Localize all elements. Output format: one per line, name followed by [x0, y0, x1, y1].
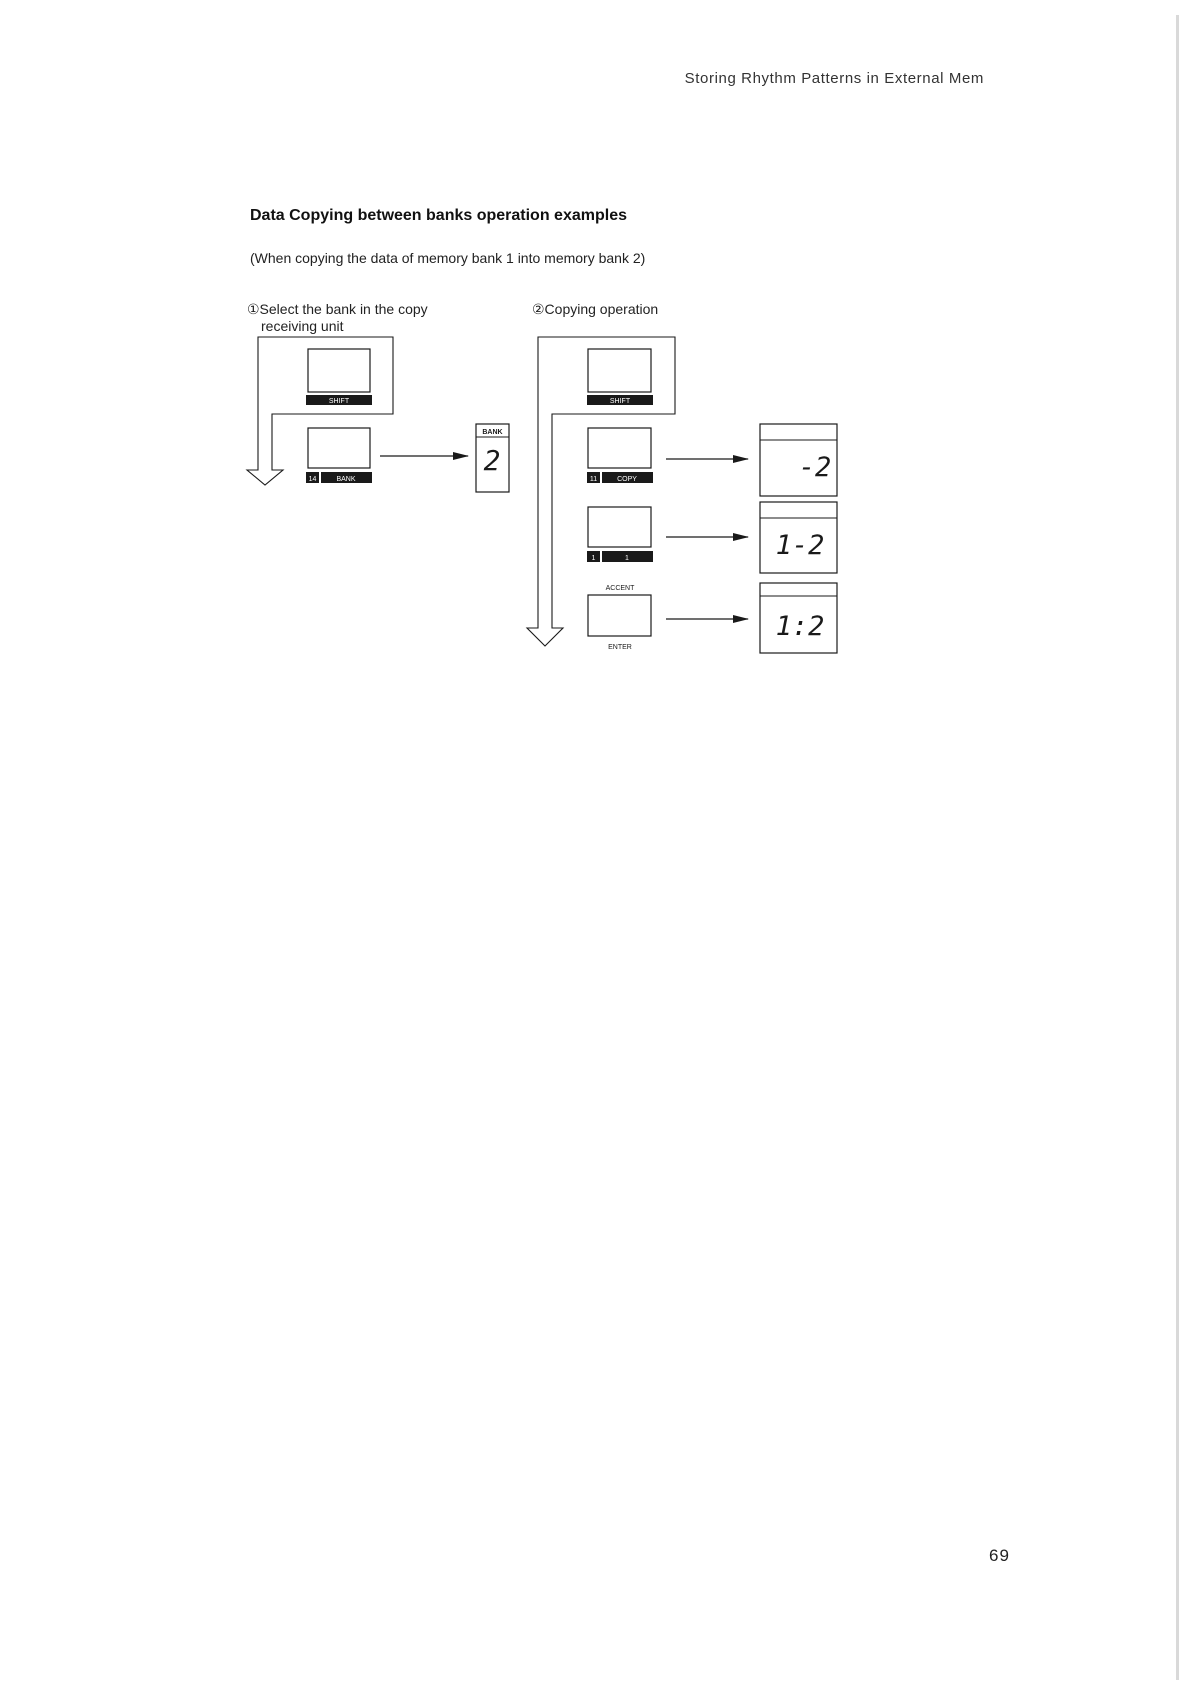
step2-display-1: [760, 424, 837, 496]
page-number: 69: [989, 1546, 1010, 1565]
step1-label-line1: ①Select the bank in the copy: [247, 301, 428, 317]
step1-bank-key-number: 14: [308, 476, 317, 483]
step2-copy-key-number: 11: [589, 476, 598, 483]
operation-diagram: [0, 0, 1190, 700]
step1-bank-display: [476, 424, 509, 492]
step2-enter-key: [588, 585, 651, 651]
step2-one-key-button: [588, 507, 651, 547]
step2-label: ②Copying operation: [532, 301, 659, 317]
step2-accent-label: ACCENT: [605, 585, 635, 592]
step2-shift-key-label: SHIFT: [609, 398, 631, 405]
step2-display-3: [760, 583, 837, 653]
running-head: Storing Rhythm Patterns in External Mem: [684, 70, 984, 87]
step2-copy-key-button: [588, 428, 651, 468]
step1-shift-key-button: [308, 349, 370, 392]
step2-display-3-value: 1:2: [775, 611, 825, 642]
step1-shift-key-label: SHIFT: [328, 398, 350, 405]
step1-shift-key: [306, 349, 372, 405]
step2-shift-key: [587, 349, 653, 405]
step2-shift-key-button: [588, 349, 651, 392]
step1-bank-key-button: [308, 428, 370, 468]
step2-one-key: [587, 507, 653, 562]
step2-one-key-label: 1: [625, 555, 629, 562]
step1-bank-display-value: 2: [483, 444, 501, 477]
step1-bank-display-header: BANK: [482, 429, 503, 436]
step2-display-2-value: 1-2: [775, 530, 825, 561]
step2-enter-label: ENTER: [608, 644, 632, 651]
step2-display-1-value: -2: [798, 452, 832, 483]
step2-copy-key: [587, 428, 653, 483]
step2-one-key-number: 1: [591, 555, 596, 562]
section-title: Data Copying between banks operation examples: [250, 207, 627, 224]
example-caption: (When copying the data of memory bank 1 into memory bank 2): [250, 250, 646, 266]
step2-enter-key-button: [588, 595, 651, 636]
step2-display-2: [760, 502, 837, 573]
step1-bank-key: [306, 428, 372, 483]
step1-bank-key-label: BANK: [336, 476, 356, 483]
step2-copy-key-label: COPY: [617, 476, 637, 483]
step1-label-line2: receiving unit: [261, 318, 344, 334]
